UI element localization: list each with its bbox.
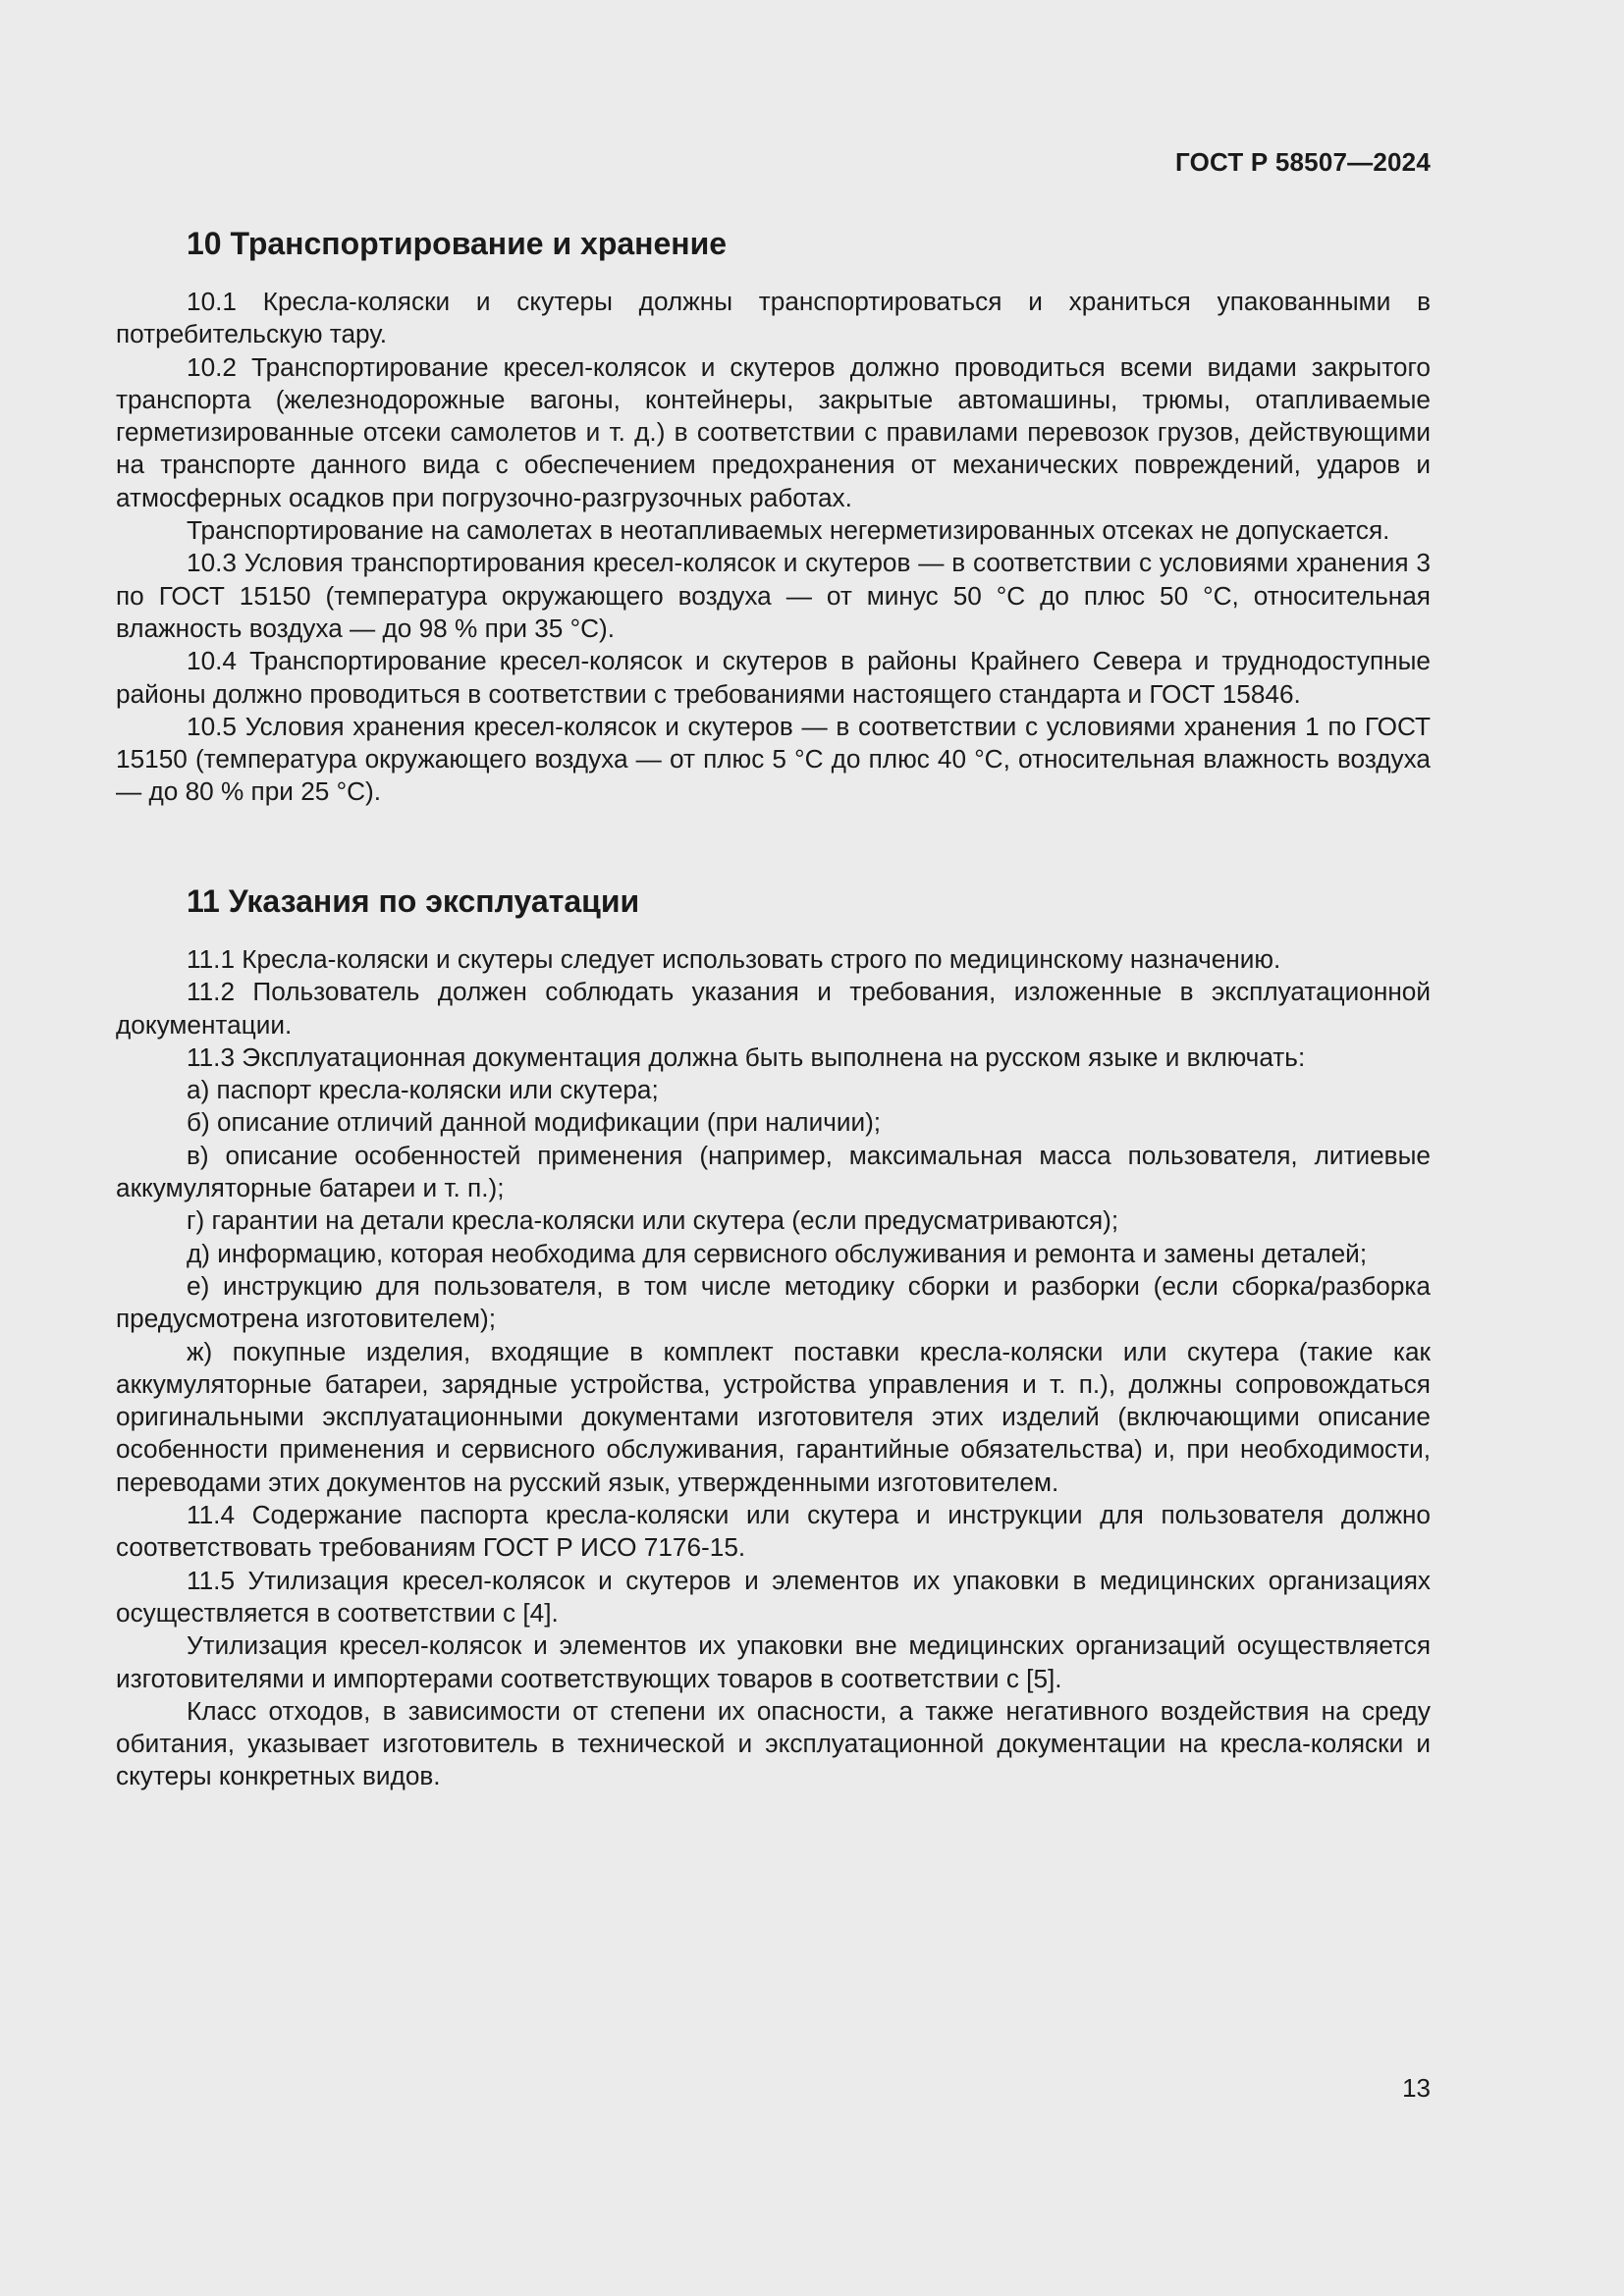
list-item-g: г) гарантии на детали кресла-коляски или скутера (если предусматриваются); bbox=[187, 1205, 1119, 1236]
section-10-title: 10 Транспортирование и хранение bbox=[187, 226, 728, 261]
paragraph-10-1: 10.1 Кресла-коляски и скутеры должны транспортироваться и храниться упакованными в потребительскую тару. bbox=[116, 287, 1431, 349]
paragraph-11-5: 11.5 Утилизация кресел-колясок и скутеров и элементов их упаковки в медицинских организациях осуществляется в соответствии с [4]. bbox=[116, 1565, 1431, 1628]
page-number: 13 bbox=[1402, 2073, 1431, 2103]
list-item-d: д) информацию, которая необходима для сервисного обслуживания и ремонта и замены деталей; bbox=[187, 1238, 1368, 1268]
paragraph-11-1: 11.1 Кресла-коляски и скутеры следует использовать строго по медицинскому назначению. bbox=[187, 944, 1281, 974]
paragraph-11-2: 11.2 Пользователь должен соблюдать указания и требования, изложенные в эксплуатационной документации. bbox=[116, 977, 1431, 1040]
paragraph-10-2-note: Транспортирование на самолетах в неотапливаемых негерметизированных отсеках не допускается. bbox=[187, 515, 1390, 546]
paragraph-11-5-disposal: Утилизация кресел-колясок и элементов их упаковки вне медицинских организаций осуществляется изготовителями и импортерами соответствующих товаров в соответствии с [5]. bbox=[116, 1630, 1431, 1693]
section-10-body bbox=[116, 286, 1431, 809]
list-item-b: б) описание отличий данной модификации (при наличии); bbox=[187, 1107, 882, 1138]
list-item-zh: ж) покупные изделия, входящие в комплект поставки кресла-коляски или скутера (такие как аккумуляторные батареи, зарядные устройства, устройства управления и т. п.), должны сопровождаться оригинальными эксплуатационными документами изготовителя этих изделий (включающими описание особенности применения и сервисного обслуживания, гарантийные обязательства) и, при необходимости, переводами этих документов на русский язык, утвержденными изготовителем. bbox=[116, 1336, 1431, 1497]
paragraph-11-5-waste-class: Класс отходов, в зависимости от степени их опасности, а также негативного воздействия на среду обитания, указывает изготовитель в технической и эксплуатационной документации на кресла-коляски и скутеры конкретных видов. bbox=[116, 1695, 1431, 1791]
paragraph-10-5: 10.5 Условия хранения кресел-колясок и скутеров — в соответствии с условиями хранения 1 по ГОСТ 15150 (температура окружающего воздуха — от плюс 5 °С до плюс 40 °С, относительная влажность воздуха — до 80 % при 25 °С). bbox=[116, 711, 1431, 807]
document-code: ГОСТ Р 58507—2024 bbox=[1175, 147, 1431, 177]
paragraph-10-3: 10.3 Условия транспортирования кресел-колясок и скутеров — в соответствии с условиями хранения 3 по ГОСТ 15150 (температура окружающего воздуха — от минус 50 °С до плюс 50 °С, относительная влажность воздуха — до 98 % при 35 °С). bbox=[116, 548, 1431, 643]
paragraph-11-4: 11.4 Содержание паспорта кресла-коляски или скутера и инструкции для пользователя должно соответствовать требованиям ГОСТ Р ИСО 7176-15. bbox=[116, 1500, 1431, 1563]
list-item-a: а) паспорт кресла-коляски или скутера; bbox=[187, 1075, 659, 1105]
paragraph-11-3: 11.3 Эксплуатационная документация должна быть выполнена на русском языке и включать: bbox=[187, 1041, 1306, 1072]
paragraph-10-2: 10.2 Транспортирование кресел-колясок и скутеров должно проводиться всеми видами закрытого транспорта (железнодорожные вагоны, контейнеры, закрытые автомашины, трюмы, отапливаемые герметизированные отсеки самолетов и т. д.) в соответствии с правилами перевозок грузов, действующими на транспорте данного вида с обеспечением предохранения от механических повреждений, ударов и атмосферных осадков при погрузочно-разгрузочных работах. bbox=[116, 351, 1431, 512]
list-item-v: в) описание особенностей применения (например, максимальная масса пользователя, литиевые аккумуляторные батареи и т. п.); bbox=[116, 1140, 1431, 1203]
section-11-title: 11 Указания по эксплуатации bbox=[187, 883, 640, 919]
paragraph-10-4: 10.4 Транспортирование кресел-колясок и скутеров в районы Крайнего Севера и труднодоступные районы должно проводиться в соответствии с требованиями настоящего стандарта и ГОСТ 15846. bbox=[116, 646, 1431, 709]
section-11-body bbox=[116, 943, 1431, 1793]
list-item-e: е) инструкцию для пользователя, в том числе методику сборки и разборки (если сборка/разборка предусмотрена изготовителем); bbox=[116, 1270, 1431, 1334]
